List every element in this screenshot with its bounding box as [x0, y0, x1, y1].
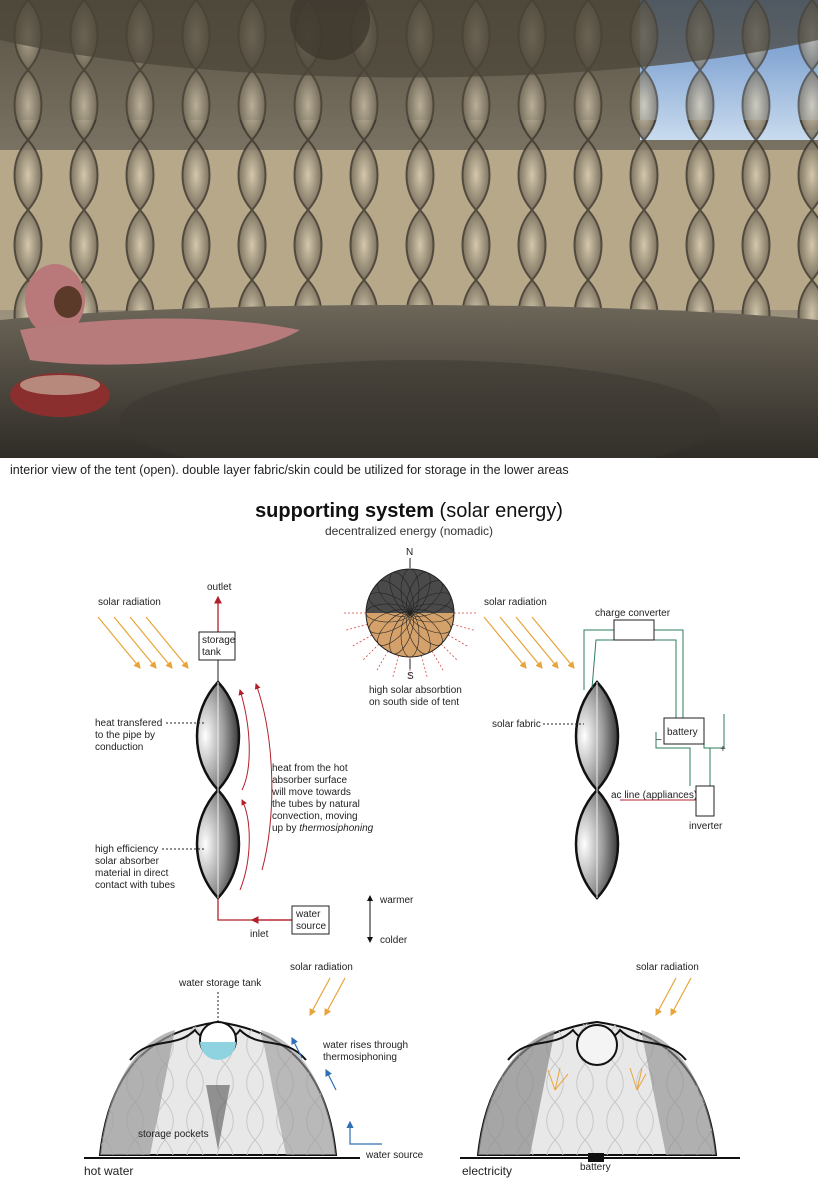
inverter-box	[696, 786, 714, 816]
section-subtitle: decentralized energy (nomadic)	[324, 524, 494, 538]
convection-1: heat from the hot	[272, 763, 348, 774]
inlet-label: inlet	[250, 929, 269, 940]
solar-system-diagram	[0, 540, 818, 1185]
left-solar-radiation-label: solar radiation	[98, 597, 161, 608]
br-ray-2	[671, 978, 691, 1015]
br-solar-radiation-label: solar radiation	[636, 962, 699, 973]
convection-6-italic: thermosiphoning	[299, 823, 374, 834]
el-battery-label: battery	[580, 1162, 611, 1173]
convection-arrows	[240, 684, 272, 890]
battery-plus: +	[720, 744, 726, 755]
south-ray	[353, 635, 372, 646]
convection-2: absorber surface	[272, 775, 348, 786]
heat-transfer-1: heat transfered	[95, 718, 163, 729]
south-ray	[448, 635, 467, 646]
outlet-label: outlet	[207, 582, 232, 593]
charge-converter-box	[614, 620, 654, 640]
bl-ray-1	[310, 978, 330, 1015]
water-storage-tank-label: water storage tank	[179, 978, 262, 989]
convection-6-prefix: up by	[272, 823, 300, 834]
water-rises-2: thermosiphoning	[323, 1052, 397, 1063]
inlet-pipe	[218, 898, 292, 920]
compass-note-1: high solar absorbtion	[369, 685, 462, 696]
south-ray	[432, 651, 443, 670]
heat-transfer-3: conduction	[95, 742, 144, 753]
water-source-2: source	[296, 921, 327, 932]
south-ray	[377, 651, 388, 670]
battery-label: battery	[667, 727, 698, 738]
compass-note-2: on south side of tent	[369, 697, 460, 708]
convection-6	[272, 823, 374, 834]
title-bold: supporting system	[255, 500, 434, 522]
heat-transfer-2: to the pipe by	[95, 730, 156, 741]
battery-block	[588, 1153, 604, 1162]
tent-interior-photo	[0, 0, 818, 458]
bl-solar-radiation-label: solar radiation	[290, 962, 353, 973]
battery-minus: −	[656, 735, 662, 746]
compass-diagram	[344, 547, 476, 708]
electricity-dome	[460, 962, 740, 1173]
br-ray-1	[656, 978, 676, 1015]
water-source-arrow	[350, 1122, 382, 1144]
solar-electric-panel	[484, 597, 726, 898]
colder-label: colder	[380, 935, 408, 946]
water-rises-1: water rises through	[323, 1040, 409, 1051]
photo-caption: interior view of the tent (open). double layer fabric/skin could be utilized for storage in the lower areas	[10, 463, 569, 477]
south-ray	[363, 644, 379, 660]
storage-tank-label-2: tank	[202, 647, 221, 658]
ac-line-label: ac line (appliances)	[611, 790, 698, 801]
warmer-label: warmer	[380, 895, 414, 906]
south-ray	[421, 656, 427, 677]
section-title	[0, 500, 818, 523]
solar-absorber-panel	[197, 682, 239, 898]
left-solar-rays	[98, 617, 188, 668]
water-source-1: water	[296, 909, 321, 920]
title-rest: (solar energy)	[433, 500, 563, 522]
compass-south: S	[407, 671, 414, 682]
el-top-sphere	[577, 1025, 617, 1065]
storage-tank-label-1: storage	[202, 635, 236, 646]
bl-ray-2	[325, 978, 345, 1015]
absorber-4: contact with tubes	[95, 880, 176, 891]
convection-5: convection, moving	[272, 811, 358, 822]
right-solar-radiation-label: solar radiation	[484, 597, 547, 608]
south-ray	[441, 644, 457, 660]
storage-pockets-label: storage pockets	[138, 1129, 209, 1140]
solar-fabric-label: solar fabric	[492, 719, 541, 730]
absorber-1: high efficiency	[95, 844, 159, 855]
south-ray	[453, 624, 474, 630]
absorber-2: solar absorber	[95, 856, 159, 867]
absorber-3: material in direct	[95, 868, 169, 879]
compass-north: N	[406, 547, 414, 558]
right-solar-rays	[484, 617, 574, 668]
convection-3: will move towards	[272, 787, 351, 798]
hot-water-dome	[84, 962, 424, 1161]
south-ray	[346, 624, 367, 630]
charge-converter-label: charge converter	[595, 608, 671, 619]
electricity-caption: electricity	[462, 1164, 513, 1178]
rise-arrow-2	[326, 1070, 336, 1090]
inverter-label: inverter	[689, 821, 723, 832]
solar-thermal-panel	[95, 582, 414, 946]
water-source-label: water source	[366, 1150, 424, 1161]
convection-4: the tubes by natural	[272, 799, 360, 810]
south-ray	[393, 656, 399, 677]
hot-water-caption: hot water	[84, 1164, 134, 1178]
